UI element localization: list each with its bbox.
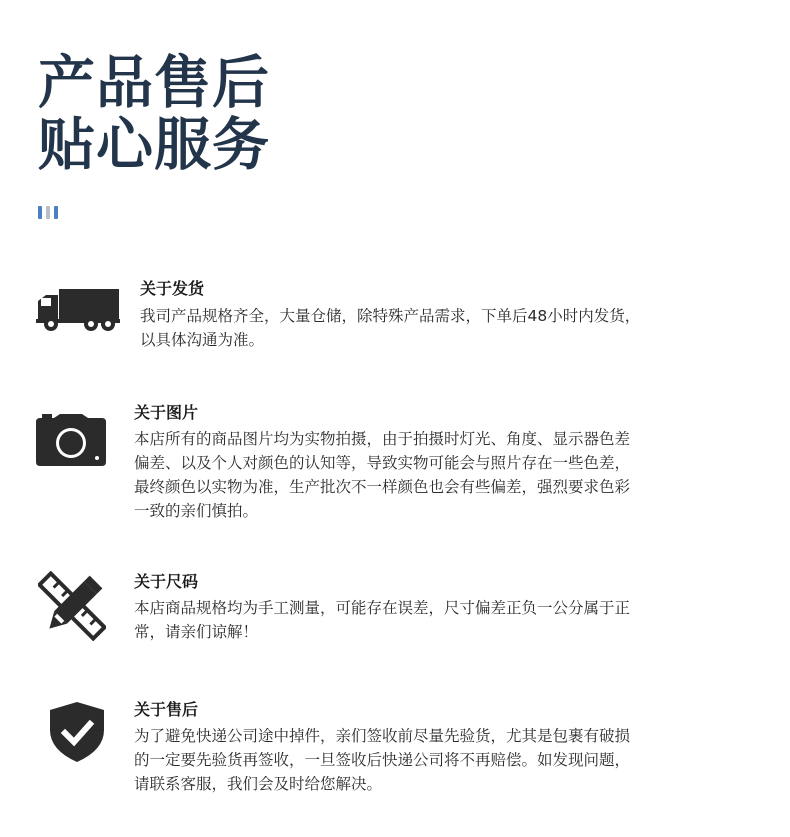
accent-bar [38,206,42,219]
section-body [140,304,640,352]
section-heading: 关于图片 [134,403,199,422]
shield-check-icon [50,702,104,762]
section-body [134,427,630,523]
section-body [134,724,630,796]
page-title [38,52,270,176]
body-line: 请联系客服，我们会及时给您解决。 [134,775,383,793]
camera-icon [36,414,106,466]
body-line: 常，请亲们谅解！ [134,623,259,641]
truck-icon [36,287,120,333]
accent-bars [38,206,58,219]
accent-bar [46,206,50,219]
section-heading: 关于尺码 [134,572,199,591]
section-heading: 关于售后 [134,700,199,719]
title-line-2: 贴心服务 [38,112,270,178]
section-body [134,596,630,644]
body-line: 偏差、以及个人对颜色的认知等，导致实物可能会与照片存在一些色差， [134,454,631,472]
body-line: 为了避免快递公司途中掉件，亲们签收前尽量先验货，尤其是包裹有破损 [134,727,631,745]
body-line: 我司产品规格齐全，大量仓储，除特殊产品需求，下单后48小时内发货， [140,307,641,325]
accent-bar [54,206,58,219]
title-line-1: 产品售后 [38,50,270,116]
body-line: 以具体沟通为准。 [140,331,265,349]
body-line: 的一定要先验货再签收，一旦签收后快递公司将不再赔偿。如发现问题， [134,751,631,769]
section-heading: 关于发货 [140,279,205,298]
body-line: 本店所有的商品图片均为实物拍摄，由于拍摄时灯光、角度、显示器色差 [134,430,631,448]
ruler-pencil-icon [38,571,106,641]
body-line: 最终颜色以实物为准，生产批次不一样颜色也会有些偏差，强烈要求色彩 [134,478,631,496]
body-line: 一致的亲们慎拍。 [134,502,259,520]
body-line: 本店商品规格均为手工测量，可能存在误差，尺寸偏差正负一公分属于正 [134,599,631,617]
